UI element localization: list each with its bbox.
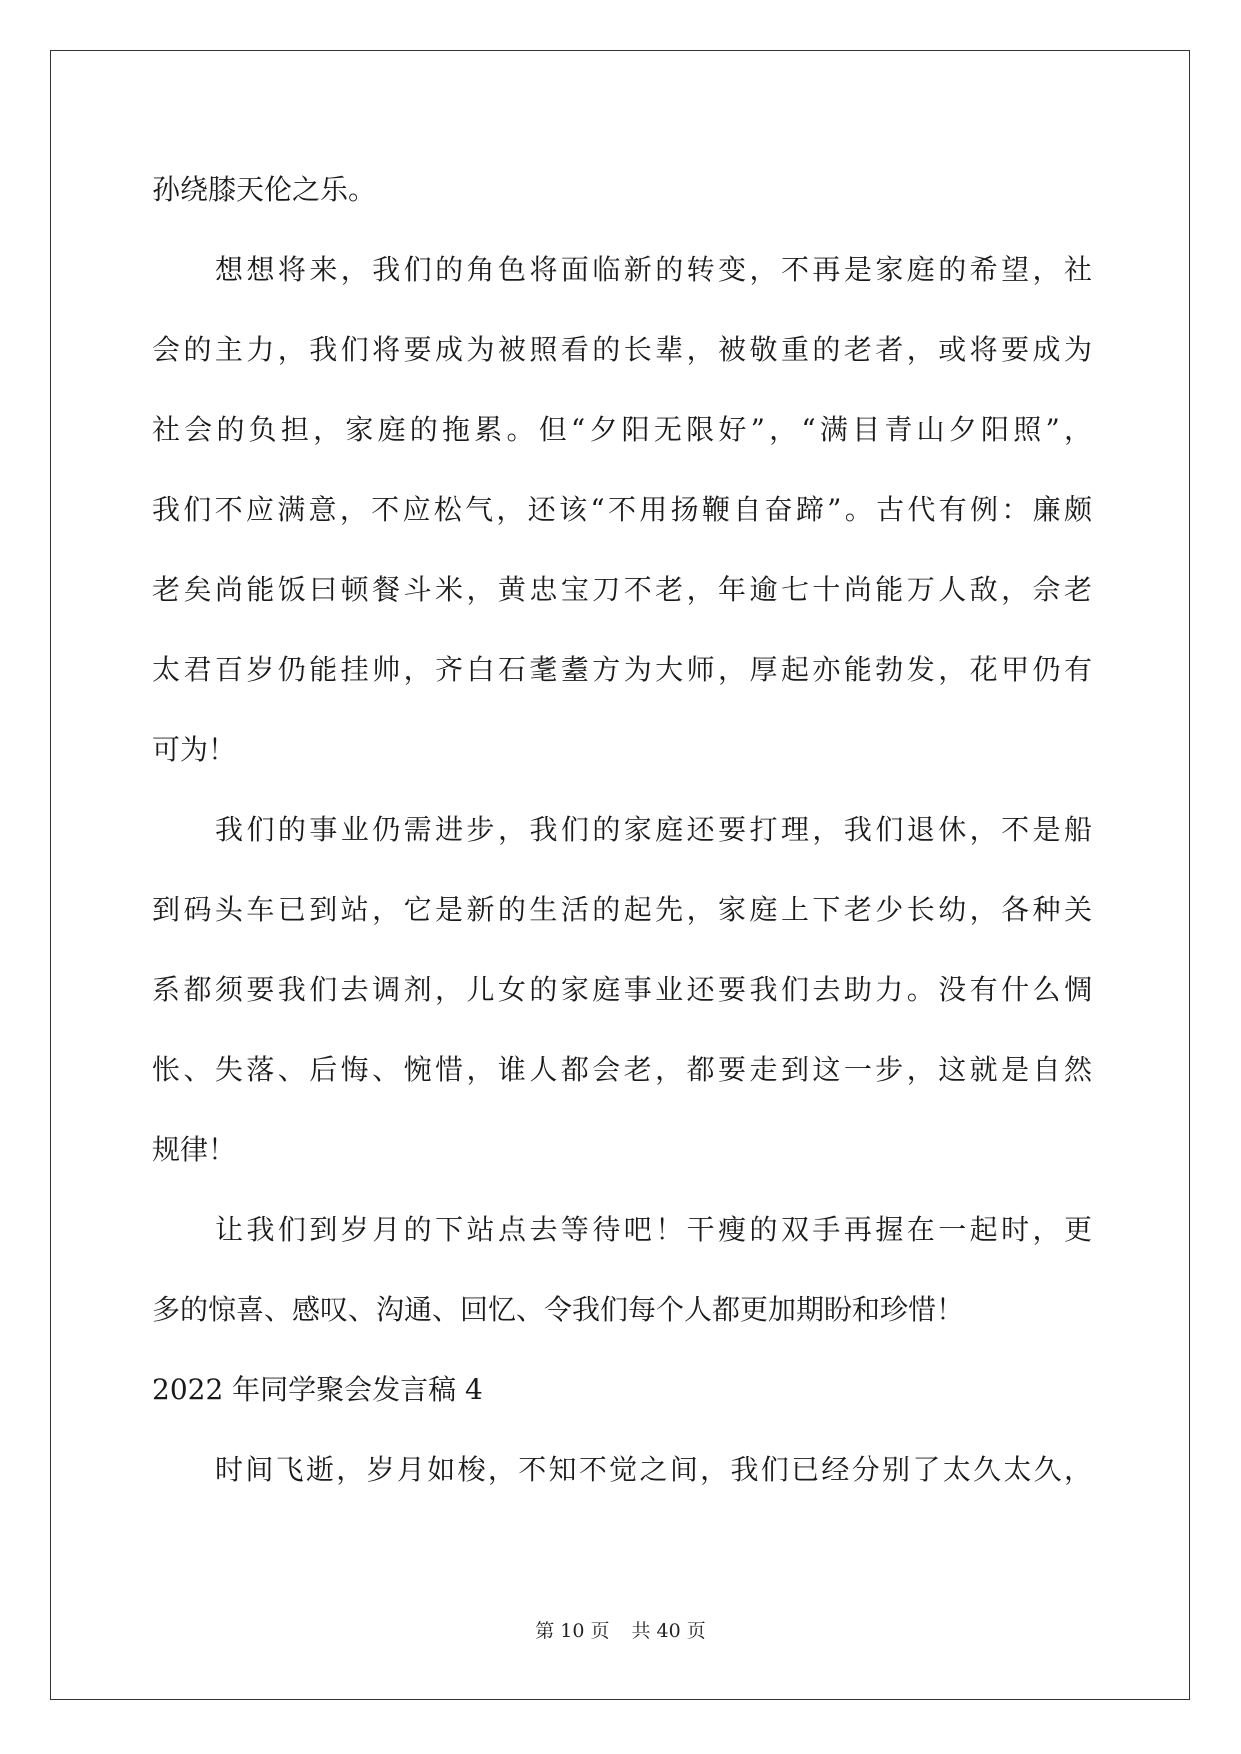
paragraph-start-line: 让我们到岁月的下站点去等待吧！干瘦的双手再握在一起时，更: [215, 1213, 1092, 1246]
paragraph-start-line: 我们的事业仍需进步，我们的家庭还要打理，我们退休，不是船: [215, 813, 1092, 846]
text-line: 规律！: [152, 1133, 237, 1166]
paragraph-start-line: 想想将来，我们的角色将面临新的转变，不再是家庭的希望，社: [215, 253, 1092, 286]
text-line: 太君百岁仍能挂帅，齐白石耄耋方为大师，厚起亦能勃发，花甲仍有: [152, 653, 1092, 686]
text-line: 老矣尚能饭曰顿餐斗米，黄忠宝刀不老，年逾七十尚能万人敌，佘老: [152, 573, 1092, 606]
section-heading: 2022 年同学聚会发言稿 4: [152, 1373, 483, 1406]
text-line: 多的惊喜、感叹、沟通、回忆、令我们每个人都更加期盼和珍惜！: [152, 1293, 965, 1326]
page-number: 第 10 页: [535, 1620, 610, 1642]
paragraph-start-line: 时间飞逝，岁月如梭，不知不觉之间，我们已经分别了太久太久，: [215, 1453, 1092, 1486]
text-line: 孙绕膝天伦之乐。: [152, 173, 377, 206]
document-body: [152, 150, 1092, 1510]
text-line: 会的主力，我们将要成为被照看的长辈，被敬重的老者，或将要成为: [152, 333, 1092, 366]
text-line: 我们不应满意，不应松气，还该“不用扬鞭自奋蹄”。古代有例：廉颇: [152, 493, 1092, 526]
text-line: 到码头车已到站，它是新的生活的起先，家庭上下老少长幼，各种关: [152, 893, 1092, 926]
page-total: 共 40 页: [631, 1620, 706, 1642]
text-line: 社会的负担，家庭的拖累。但“夕阳无限好”，“满目青山夕阳照”，: [152, 413, 1092, 446]
text-line: 怅、失落、后悔、惋惜，谁人都会老，都要走到这一步，这就是自然: [152, 1053, 1092, 1086]
text-line: 系都须要我们去调剂，儿女的家庭事业还要我们去助力。没有什么惆: [152, 973, 1092, 1006]
page-footer: [0, 1616, 1241, 1643]
text-line: 可为！: [152, 733, 237, 766]
